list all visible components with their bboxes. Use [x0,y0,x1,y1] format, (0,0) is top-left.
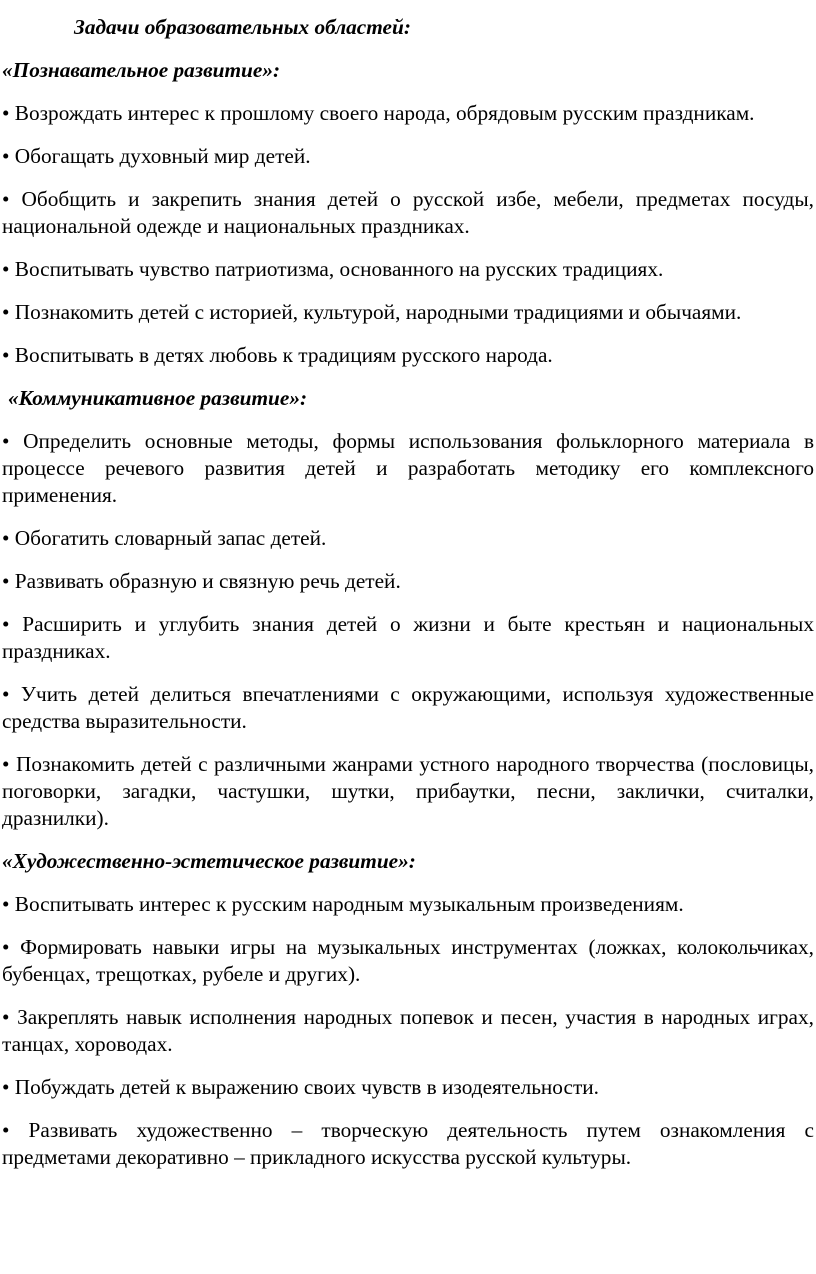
list-item: • Расширить и углубить знания детей о жизни и быте крестьян и национальных праздниках. [2,612,814,663]
list-item: • Побуждать детей к выражению своих чувств в изодеятельности. [2,1075,599,1099]
list-item: • Познакомить детей с историей, культурой, народными традициями и обычаями. [2,300,742,324]
list-item: • Формировать навыки игры на музыкальных инструментах (ложках, колокольчиках, бубенцах, трещотках, рубеле и других). [2,935,814,986]
list-item: • Закреплять навык исполнения народных попевок и песен, участия в народных играх, танцах, хороводах. [2,1005,814,1056]
list-item: • Обогатить словарный запас детей. [2,526,327,550]
list-item: • Познакомить детей с различными жанрами устного народного творчества (пословицы, поговорки, загадки, частушки, шутки, прибаутки, песни, заклички, считалки, дразнилки). [2,752,814,830]
list-item: • Воспитывать интерес к русским народным музыкальным произведениям. [2,892,684,916]
list-item: • Обобщить и закрепить знания детей о русской избе, мебели, предметах посуды, национальной одежде и национальных праздниках. [2,187,814,238]
list-item: • Учить детей делиться впечатлениями с окружающими, используя художественные средства выразительности. [2,682,814,733]
list-item: • Развивать художественно – творческую деятельность путем ознакомления с предметами декоративно – прикладного искусства русской культуры. [2,1118,814,1169]
list-item: • Воспитывать в детях любовь к традициям русского народа. [2,343,553,367]
section-heading-communicative: «Коммуникативное развитие»: [8,386,308,410]
list-item: • Возрождать интерес к прошлому своего народа, обрядовым русским праздникам. [2,101,755,125]
list-item: • Обогащать духовный мир детей. [2,144,311,168]
section-heading-cognitive: «Познавательное развитие»: [2,58,281,82]
list-item: • Определить основные методы, формы использования фольклорного материала в процессе речевого развития детей и разработать методику его комплексного применения. [2,429,814,507]
document-title: Задачи образовательных областей: [74,15,411,39]
section-heading-artistic: «Художественно-эстетическое развитие»: [2,849,416,873]
list-item: • Развивать образную и связную речь детей. [2,569,401,593]
list-item: • Воспитывать чувство патриотизма, основанного на русских традициях. [2,257,664,281]
